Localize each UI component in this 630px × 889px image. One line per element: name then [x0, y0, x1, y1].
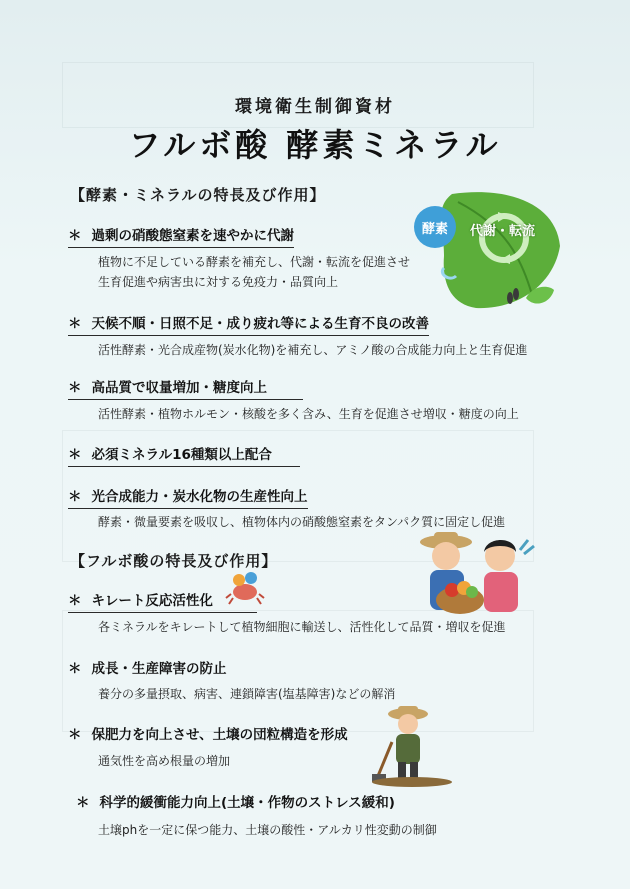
enzyme-badge: 酵素	[414, 206, 456, 248]
feature-description-line: 土壌phを一定に保つ能力、土壌の酸性・アルカリ性変動の制御	[98, 823, 437, 837]
bullet-star-icon: ＊	[68, 316, 82, 332]
feature-description	[98, 820, 437, 840]
feature-item	[68, 224, 294, 248]
feature-description-line: 活性酵素・植物ホルモン・核酸を多く含み、生育を促進させ増収・糖度の向上	[98, 407, 519, 421]
feature-title-text: 保肥力を向上させ、土壌の団粒構造を形成	[91, 727, 348, 743]
feature-title	[68, 657, 227, 680]
feature-item	[68, 443, 300, 467]
feature-description	[98, 751, 230, 771]
feature-title	[68, 723, 348, 746]
feature-title-text: 必須ミネラル16種類以上配合	[91, 447, 272, 463]
feature-title	[68, 443, 300, 467]
feature-description-line: 活性酵素・光合成産物(炭水化物)を補充し、アミノ酸の合成能力向上と生育促進	[98, 343, 528, 357]
metabolism-label: 代謝・転流	[470, 224, 536, 239]
microbe-illustration	[225, 570, 267, 606]
bullet-star-icon: ＊	[68, 380, 82, 396]
feature-description-line: 通気性を高め根量の増加	[98, 754, 231, 768]
feature-description-line: 養分の多量摂取、病害、連鎖障害(塩基障害)などの解消	[98, 687, 396, 701]
feature-title	[76, 791, 395, 814]
feature-title-text: 過剰の硝酸態窒素を速やかに代謝	[91, 228, 294, 244]
feature-title-text: 光合成能力・炭水化物の生産性向上	[91, 489, 308, 505]
feature-title-text: 成長・生産障害の防止	[91, 661, 227, 677]
feature-description-line: 生育促進や病害虫に対する免疫力・品質向上	[98, 275, 339, 289]
bullet-star-icon: ＊	[68, 489, 82, 505]
feature-item	[68, 657, 227, 680]
farmer-hoe-illustration	[368, 702, 454, 788]
feature-title	[68, 485, 308, 509]
feature-description-line: 酵素・微量要素を吸収し、植物体内の硝酸態窒素をタンパク質に固定し促進	[98, 515, 506, 529]
document-title: フルボ酸 酵素ミネラル	[128, 126, 502, 164]
section-heading-fulvic-acid: 【フルボ酸の特長及び作用】	[70, 552, 278, 570]
bullet-star-icon: ＊	[76, 795, 90, 811]
feature-description-line: 植物に不足している酵素を補充し、代謝・転流を促進させ	[98, 255, 411, 269]
feature-title	[68, 224, 294, 248]
feature-title-text: 天候不順・日照不足・成り疲れ等による生育不良の改善	[91, 316, 429, 332]
feature-description	[98, 512, 505, 532]
document-subtitle: 環境衛生制御資材	[235, 97, 395, 117]
feature-title	[68, 376, 303, 400]
feature-title-text: 高品質で収量増加・糖度向上	[91, 380, 267, 396]
feature-description	[98, 404, 519, 424]
bullet-star-icon: ＊	[68, 593, 82, 609]
feature-item	[68, 485, 308, 509]
feature-item	[76, 791, 395, 814]
bullet-star-icon: ＊	[68, 661, 82, 677]
feature-title-text: 科学的緩衝能力向上(土壌・作物のストレス緩和)	[99, 795, 395, 811]
feature-item	[68, 723, 348, 746]
feature-description	[98, 252, 410, 292]
bullet-star-icon: ＊	[68, 228, 82, 244]
feature-description-line: 各ミネラルをキレートして植物細胞に輸送し、活性化して品質・増収を促進	[98, 620, 506, 634]
feature-item	[68, 376, 303, 400]
feature-description	[98, 340, 527, 360]
feature-description	[98, 684, 395, 704]
farmers-illustration	[416, 530, 540, 622]
bullet-star-icon: ＊	[68, 727, 82, 743]
section-heading-enzyme-mineral: 【酵素・ミネラルの特長及び作用】	[70, 186, 326, 204]
bullet-star-icon: ＊	[68, 447, 82, 463]
feature-item	[68, 312, 429, 336]
feature-title-text: キレート反応活性化	[91, 593, 213, 609]
feature-title	[68, 312, 429, 336]
enzyme-leaf-illustration	[414, 186, 564, 316]
